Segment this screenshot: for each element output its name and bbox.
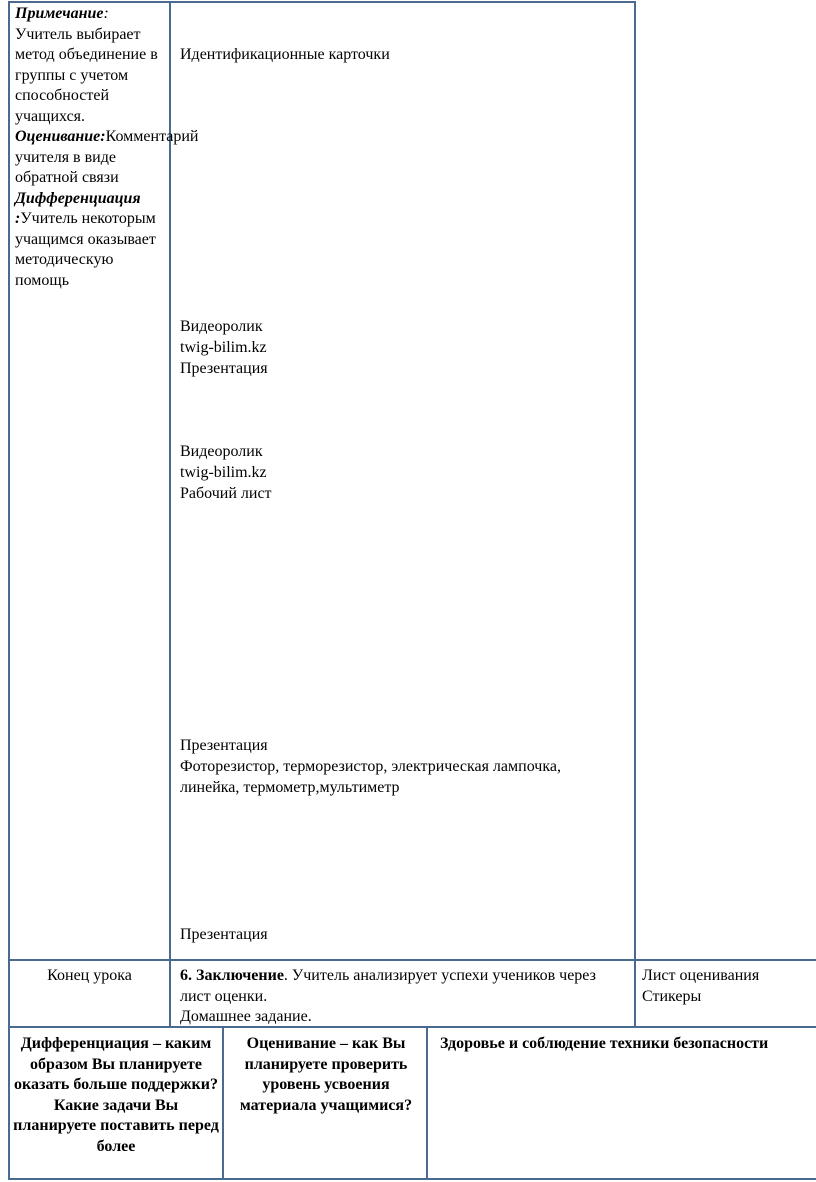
conclusion-label: 6. Заключение [180, 967, 284, 984]
resource-presentation-2: Презентация [180, 737, 268, 754]
end-resources-cell [642, 966, 814, 1007]
footer-assessment: Оценивание – как Вы планируете проверить уровень усвоения материала учащимися? [239, 1035, 413, 1114]
differentiation-label: Дифференциация : [15, 189, 141, 227]
table-top-border [8, 1, 636, 3]
resource-video-1: Видеоролик [180, 318, 263, 335]
assessment-sheet: Лист оценивания [642, 967, 760, 984]
conclusion-text: . Учитель анализирует успехи учеников через лист оценки. [180, 967, 596, 1005]
note-label: Примечание [15, 5, 104, 22]
differentiation-text: Учитель некоторым учащимся оказывает методическую помощь [15, 210, 156, 289]
note-paragraph [15, 4, 167, 127]
col-divider-1 [169, 1, 171, 1028]
conclusion-paragraph [180, 966, 630, 1007]
resource-video-2: Видеоролик [180, 443, 263, 460]
resource-worksheet: Рабочий лист [180, 485, 272, 502]
resource-equipment-line2: линейка, термометр,мультиметр [180, 779, 400, 796]
resource-site-1: twig-bilim.kz [180, 339, 267, 356]
footer-divider-2 [426, 1026, 428, 1180]
footer-health-safety: Здоровье и соблюдение техники безопасности [440, 1035, 769, 1052]
differentiation-paragraph [15, 189, 167, 292]
notes-cell [15, 4, 199, 291]
assessment-label: Оценивание: [15, 128, 106, 145]
homework-text: Домашнее задание. [180, 1008, 312, 1025]
resource-presentation-1: Презентация [180, 360, 268, 377]
row-divider-end [8, 959, 816, 961]
resource-presentation-3: Презентация [180, 926, 268, 943]
conclusion-cell [180, 966, 630, 1028]
table-bottom-border [8, 1178, 816, 1180]
resource-equipment-line1: Фоторезистор, терморезистор, электрическая лампочка, [180, 758, 561, 775]
lesson-stage-end: Конец урока [47, 967, 132, 984]
assessment-paragraph [15, 127, 199, 189]
footer-divider-1 [222, 1026, 224, 1180]
assessment-text: Комментарий учителя в виде обратной связи [15, 128, 199, 186]
note-colon: : [103, 5, 109, 22]
stickers: Стикеры [642, 987, 702, 1005]
resource-id-cards: Идентификационные карточки [180, 46, 390, 63]
table-left-border [8, 1, 10, 1180]
resource-site-2: twig-bilim.kz [180, 464, 267, 481]
note-text: Учитель выбирает метод объединение в группы с учетом способностей учащихся. [15, 25, 158, 125]
col-divider-2 [634, 1, 636, 1028]
footer-differentiation: Дифференциация – каким образом Вы планируете оказать больше поддержки? Какие задачи Вы планируете поставить перед более [13, 1035, 219, 1155]
